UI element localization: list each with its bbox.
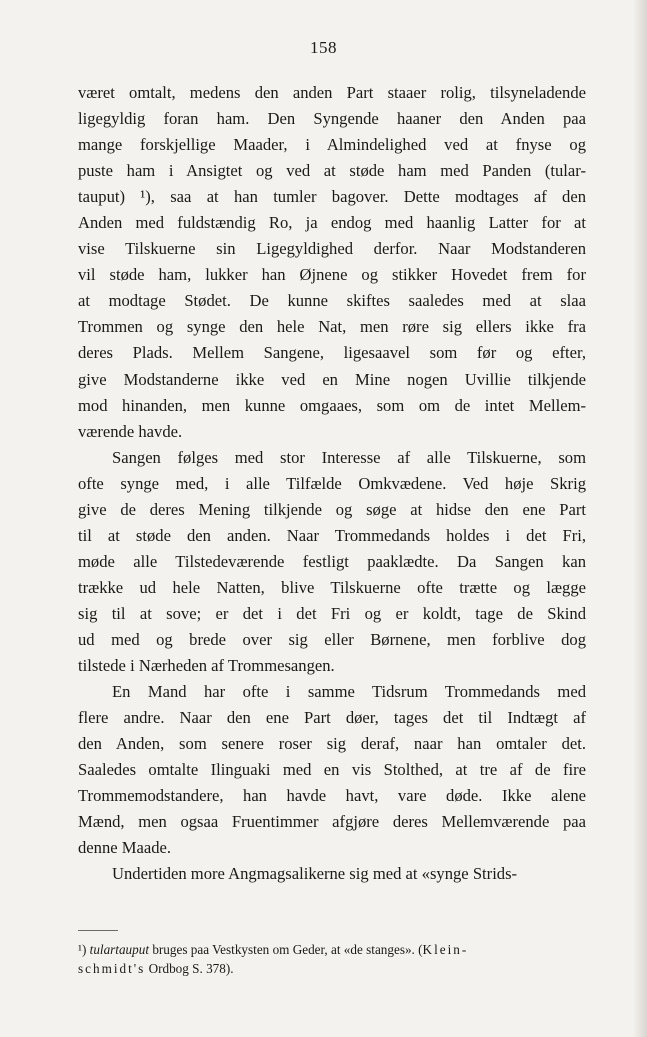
paragraph — [78, 861, 586, 887]
text-line: give de deres Mening tilkjende og søge at hidse den ene Part — [78, 499, 586, 519]
text-line: mange forskjellige Maader, i Almindelighed ved at fnyse og — [78, 135, 586, 155]
text-line: Trommemodstandere, han havde havt, vare døde. Ikke alene — [78, 786, 586, 806]
text-line: trække ud hele Natten, blive Tilskuerne ofte trætte og lægge — [78, 577, 586, 597]
body-text — [78, 80, 586, 887]
footnote-line-2 — [78, 959, 586, 978]
text-line: puste ham i Ansigtet og ved at støde ham med Panden (tular- — [78, 161, 586, 181]
text-line: mod hinanden, men kunne omgaaes, som om de intet Mellem- — [78, 395, 586, 415]
paragraph — [78, 80, 586, 445]
footnote — [78, 940, 586, 978]
text-line: Sangen følges med stor Interesse af alle Tilskuerne, som — [112, 447, 586, 467]
footnote-text-1: bruges paa Vestkysten om Geder, at «de stanges». ( — [149, 942, 423, 957]
text-line: været omtalt, medens den anden Part staaer rolig, tilsyneladende — [78, 83, 586, 102]
text-line: flere andre. Naar den ene Part døer, tages det til Indtægt af — [78, 708, 586, 728]
footnote-marker: ¹) — [78, 942, 87, 957]
text-line: Mænd, men ogsaa Fruentimmer afgjøre deres Mellemværende paa — [78, 812, 586, 832]
page-edge-shadow — [633, 0, 647, 1037]
text-line: deres Plads. Mellem Sangene, ligesaavel som før og efter, — [78, 343, 586, 363]
paragraph — [78, 679, 586, 861]
footnote-line-1 — [78, 940, 586, 959]
text-line: møde alle Tilstedeværende festligt paaklædte. Da Sangen kan — [78, 551, 586, 571]
footnote-term: tulartauput — [89, 942, 150, 957]
text-line: vise Tilskuerne sin Ligegyldighed derfor. Naar Modstanderen — [78, 239, 586, 259]
footnote-text-2: Ordbog S. 378). — [145, 961, 234, 976]
text-line: vil støde ham, lukker han Øjnene og stikker Hovedet frem for — [78, 265, 586, 285]
text-line: Anden med fuldstændig Ro, ja endog med haanlig Latter for at — [78, 213, 586, 233]
text-line: En Mand har ofte i samme Tidsrum Trommedands med — [112, 682, 586, 702]
paragraph — [78, 445, 586, 679]
text-line: Saaledes omtalte Ilinguaki med en vis Stolthed, at tre af de fire — [78, 760, 586, 780]
text-line: ligegyldig foran ham. Den Syngende haaner den Anden paa — [78, 109, 586, 129]
text-line: værende havde. — [78, 421, 183, 441]
text-line: tilstede i Nærheden af Trommesangen. — [78, 656, 335, 676]
text-line: Trommen og synge den hele Nat, men røre sig ellers ikke fra — [78, 317, 586, 337]
text-line: give Modstanderne ikke ved en Mine nogen Uvillie tilkjende — [78, 369, 586, 389]
text-line: ud med og brede over sig eller Børnene, men forblive dog — [78, 629, 586, 649]
text-line: den Anden, som senere roser sig deraf, naar han omtaler det. — [78, 734, 586, 754]
text-line: Undertiden more Angmagsalikerne sig med at «synge Strids- — [112, 864, 518, 884]
text-line: denne Maade. — [78, 838, 172, 858]
page-number: 158 — [310, 38, 337, 57]
text-line: tauput) ¹), saa at han tumler bagover. Dette modtages af den — [78, 187, 586, 207]
footnote-author-2: schmidt's — [78, 961, 146, 976]
text-line: ofte synge med, i alle Tilfælde Omkvædene. Ved høje Skrig — [78, 473, 586, 493]
footnote-rule — [78, 930, 118, 931]
text-line: sig til at sove; er det i det Fri og er koldt, tage de Skind — [78, 603, 586, 623]
text-line: til at støde den anden. Naar Trommedands holdes i det Fri, — [78, 525, 586, 545]
text-line: at modtage Stødet. De kunne skiftes saaledes med at slaa — [78, 291, 586, 311]
footnote-author: Klein- — [422, 942, 469, 957]
